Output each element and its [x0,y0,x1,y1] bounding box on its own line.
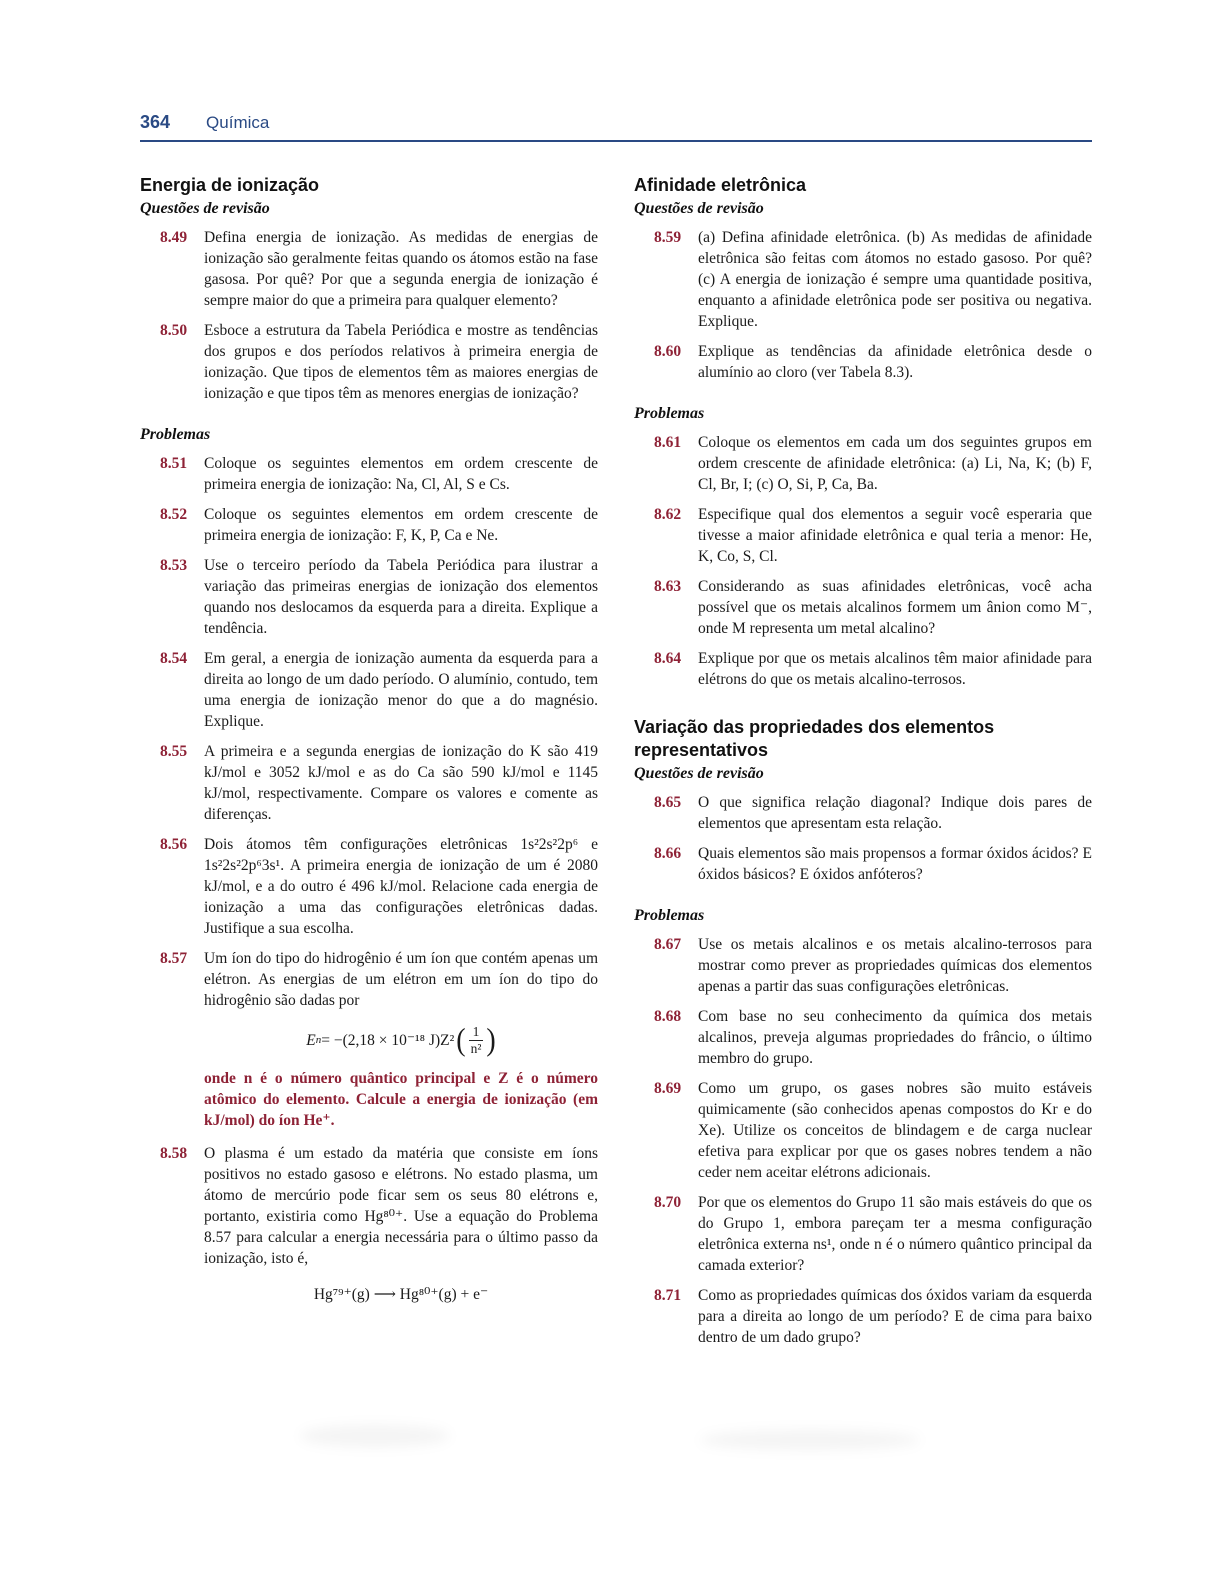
problem-body [698,1006,1092,1069]
problem-item [140,453,598,495]
problem-item [634,341,1092,383]
problem-body [698,648,1092,690]
subject-label: Química [206,113,270,132]
problem-item [140,227,598,311]
problem-body [698,432,1092,495]
problem-item [140,948,598,1134]
left-column [140,174,598,1357]
problem-item [634,1078,1092,1183]
fraction-numerator: 1 [469,1024,484,1041]
problem-body [698,1192,1092,1276]
problem-number: 8.62 [654,506,682,523]
problem-item [140,504,598,546]
fraction [467,1024,486,1057]
problem-number: 8.65 [654,794,682,811]
scan-smudge [700,1430,920,1450]
problem-text: Em geral, a energia de ionização aumenta da esquerda para a direita ao longo de um dado período. O alumínio, contudo, tem uma energia de ionização menor do que a do magnésio. Explique. [204,650,598,730]
equation-symbol: E [306,1032,316,1050]
problem-number: 8.54 [160,650,188,667]
section-heading: Afinidade eletrônica [634,175,807,195]
open-paren: ( [456,1022,466,1058]
problem-body [698,792,1092,834]
section-subheading: Questões de revisão [634,765,764,782]
problem-body [698,504,1092,567]
problem-body [698,934,1092,997]
problem-number: 8.53 [160,557,188,574]
problem-number: 8.58 [160,1145,188,1163]
problem-number: 8.71 [654,1287,682,1304]
problem-item [140,648,598,732]
problem-text: Com base no seu conhecimento da química dos metais alcalinos, preveja algumas propriedades do frâncio, o último membro do grupo. [698,1008,1092,1067]
problem-text: Use o terceiro período da Tabela Periódica para ilustrar a variação das primeiras energias de ionização dos elementos quando nos deslocamos da esquerda para a direita. Explique a tendência. [204,557,598,637]
section-subheading: Questões de revisão [140,200,270,217]
problem-item [140,320,598,404]
problem-number: 8.50 [160,322,188,339]
problem-text: O que significa relação diagonal? Indique dois pares de elementos que apresentam esta relação. [698,794,1092,832]
problem-text: Use os metais alcalinos e os metais alcalino-terrosos para mostrar como prever as propriedades químicas dos elementos apenas a partir das suas configurações eletrônicas. [698,936,1092,995]
section-subheading: Problemas [140,426,211,443]
right-column [634,174,1092,1357]
problem-text: Por que os elementos do Grupo 11 são mais estáveis do que os do Grupo 1, embora pareçam ter a mesma configuração eletrônica externa ns¹, onde n é o número quântico principal da camada exterior? [698,1194,1092,1274]
problem-number: 8.70 [654,1194,682,1211]
problem-text: Defina energia de ionização. As medidas de energias de ionização são geralmente feitas quando os átomos estão na fase gasosa. Por quê? Por que a segunda energia de ionização é sempre maior do que a primeira para qualquer elemento? [204,229,598,309]
section-subheading: Questões de revisão [634,200,764,217]
problem-text: Coloque os seguintes elementos em ordem crescente de primeira energia de ionização: Na, Cl, Al, S e Cs. [204,455,598,493]
problem-text: Considerando as suas afinidades eletrônicas, você acha possível que os metais alcalinos formem um ânion como M⁻, onde M representa um metal alcalino? [698,578,1092,637]
problem-number: 8.51 [160,455,188,472]
equation-body: = −(2,18 × 10⁻¹⁸ J)Z² [321,1032,455,1050]
problem-number: 8.68 [654,1008,682,1025]
problem-number: 8.61 [654,434,682,451]
section-subheading: Problemas [634,907,705,924]
reaction-equation: Hg⁷⁹⁺(g) ⟶ Hg⁸⁰⁺(g) + e⁻ [313,1286,489,1304]
problem-item [634,432,1092,495]
calculation-note: onde n é o número quântico principal e Z é o número atômico do elemento. Calcule a energia de ionização (em kJ/mol) do íon He⁺. [204,1070,598,1130]
problem-number: 8.56 [160,836,188,853]
problem-text: Como as propriedades químicas dos óxidos variam da esquerda para a direita ao longo de um período? E de cima para baixo dentro de um dado grupo? [698,1287,1092,1346]
problem-item [634,504,1092,567]
problem-body [698,576,1092,639]
problem-item [634,1285,1092,1348]
problem-body [204,948,598,1134]
problem-item [140,834,598,939]
problem-number: 8.59 [654,229,682,246]
problem-text: Coloque os elementos em cada um dos seguintes grupos em ordem crescente de afinidade eletrônica: (a) Li, Na, K; (b) F, Cl, Br, I; (c) O, Si, P, Ca, Ba. [698,434,1092,493]
problem-text: A primeira e a segunda energias de ionização do K são 419 kJ/mol e 3052 kJ/mol e as do Ca são 590 kJ/mol e 1145 kJ/mol, respectivamente. Compare os valores e comente as diferenças. [204,743,598,823]
problem-body [698,843,1092,885]
problem-number: 8.66 [654,845,682,862]
problem-number: 8.57 [160,950,188,967]
problem-number: 8.63 [654,578,682,595]
problem-item [140,741,598,825]
problem-text: (a) Defina afinidade eletrônica. (b) As medidas de afinidade eletrônica são feitas com átomos no estado gasoso. Por quê? (c) A energia de ionização é sempre uma quantidade positiva, enquanto a afinidade eletrônica pode ser positiva ou negativa. Explique. [698,229,1092,330]
section-heading: Energia de ionização [140,175,320,195]
problem-text: Esboce a estrutura da Tabela Periódica e mostre as tendências dos grupos e dos períodos relativos à primeira energia de ionização. Que tipos de elementos têm as maiores energias de ionização e que tipos têm as menores energias de ionização? [204,322,598,402]
problem-body [204,555,598,639]
problem-body [204,504,598,546]
problem-body [698,1285,1092,1348]
problem-number: 8.52 [160,506,188,523]
problem-number: 8.55 [160,743,188,760]
problem-body [204,648,598,732]
problem-text: Explique as tendências da afinidade eletrônica desde o alumínio ao cloro (ver Tabela 8.3). [698,343,1092,381]
problem-body [698,1078,1092,1183]
problem-number: 8.60 [654,343,682,360]
problem-item [634,1192,1092,1276]
problem-item [140,1143,598,1310]
problem-text: Especifique qual dos elementos a seguir você esperaria que tivesse a maior afinidade eletrônica e qual teria a menor: He, K, Co, S, Cl. [698,506,1092,565]
two-column-layout [140,174,1092,1357]
problem-number: 8.64 [654,650,682,667]
problem-item [634,843,1092,885]
problem-text: Como um grupo, os gases nobres são muito estáveis quimicamente (são conhecidos apenas compostos do Kr e do Xe). Utilize os conceitos de blindagem e de carga nuclear efetiva para explicar por que os gases nobres tendem a não ceder nem aceitar elétrons adicionais. [698,1080,1092,1181]
problem-text: Dois átomos têm configurações eletrônicas 1s²2s²2p⁶ e 1s²2s²2p⁶3s¹. A primeira energia de ionização de um é 2080 kJ/mol, e a do outro é 496 kJ/mol. Relacione cada energia de ionização a uma das configurações eletrônicas dadas. Justifique a sua escolha. [204,836,598,937]
equation-subscript: n [315,1034,322,1047]
problem-body [698,341,1092,383]
problem-item [634,792,1092,834]
problem-number: 8.67 [654,936,682,953]
problem-body [698,227,1092,332]
section-subheading: Problemas [634,405,705,422]
problem-body [204,834,598,939]
problem-body [204,1143,598,1310]
problem-number: 8.69 [654,1080,682,1097]
problem-text: Coloque os seguintes elementos em ordem crescente de primeira energia de ionização: F, K, P, Ca e Ne. [204,506,598,544]
page-number: 364 [140,112,171,132]
problem-item [634,227,1092,332]
page-header [140,112,1092,142]
problem-item [140,555,598,639]
problem-item [634,648,1092,690]
problem-text: Explique por que os metais alcalinos têm maior afinidade para elétrons do que os metais alcalino-terrosos. [698,650,1092,688]
problem-item [634,934,1092,997]
problem-text: O plasma é um estado da matéria que consiste em íons positivos no estado gasoso e elétrons. No estado plasma, um átomo de mercúrio pode ficar sem os seus 80 elétrons e, portanto, existiria como Hg⁸⁰⁺. Use a equação do Problema 8.57 para calcular a energia necessária para o último passo da ionização, isto é, [204,1145,598,1268]
page-content [140,112,1092,1357]
section-heading: Variação das propriedades dos elementos representativos [634,717,995,760]
problem-body [204,453,598,495]
problem-text: Quais elementos são mais propensos a formar óxidos ácidos? E óxidos básicos? E óxidos anfóteros? [698,845,1092,883]
problem-number: 8.49 [160,229,188,246]
problem-text: Um íon do tipo do hidrogênio é um íon que contém apenas um elétron. As energias de um elétron em um íon do tipo do hidrogênio são dadas por [204,950,598,1009]
problem-item [634,1006,1092,1069]
problem-body [204,227,598,311]
fraction-denominator: n² [470,1041,482,1057]
problem-item [634,576,1092,639]
close-paren: ) [486,1022,496,1058]
scan-smudge [300,1425,450,1447]
problem-body [204,741,598,825]
energy-equation [204,1024,598,1057]
problem-body [204,320,598,404]
